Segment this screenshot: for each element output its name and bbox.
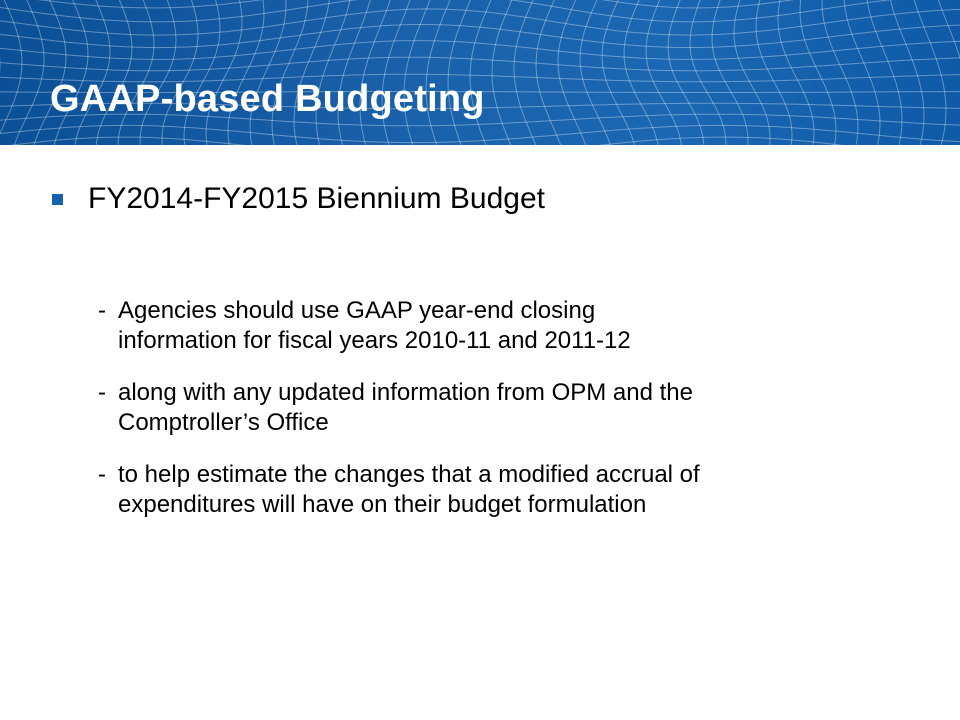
sub-bullet-item [98, 460, 918, 520]
mesh-line [52, 0, 88, 145]
sub-bullet-list [98, 296, 918, 542]
mesh-line [426, 0, 461, 145]
sub-bullet-line: Agencies should use GAAP year-end closing [118, 297, 596, 324]
mesh-line [448, 0, 482, 145]
dash-marker: - [98, 461, 106, 488]
header-banner [0, 0, 960, 145]
mesh-line [602, 0, 637, 145]
mesh-line [932, 0, 960, 145]
mesh-line [184, 0, 220, 145]
sub-bullet-text [118, 378, 918, 438]
mesh-line [382, 0, 418, 145]
mesh-line [558, 0, 591, 145]
sub-bullet-line: along with any updated information from OPM and the [118, 379, 693, 406]
mesh-line [800, 0, 836, 145]
mesh-line [0, 125, 960, 142]
sub-bullet-item [98, 296, 918, 356]
square-bullet-icon [52, 194, 63, 205]
mesh-line [778, 0, 814, 145]
mesh-line [206, 0, 242, 145]
sub-bullet-line: expenditures will have on their budget formulation [118, 491, 647, 518]
sub-bullet-text [118, 460, 918, 520]
sub-bullet-line: to help estimate the changes that a modified accrual of [118, 461, 700, 488]
mesh-line [734, 0, 770, 145]
mesh-line [514, 0, 545, 145]
mesh-line [360, 0, 396, 145]
dash-marker: - [98, 297, 106, 324]
mesh-line [74, 0, 110, 145]
mesh-line [228, 0, 264, 145]
slide-title: GAAP-based Budgeting [50, 78, 485, 120]
mesh-line [624, 0, 660, 145]
sub-bullet-line: information for fiscal years 2010-11 and 2011-12 [118, 327, 631, 354]
main-bullet [52, 182, 545, 216]
mesh-line [756, 0, 792, 145]
mesh-line [822, 0, 858, 145]
mesh-line [712, 0, 748, 145]
mesh-line [404, 0, 439, 145]
mesh-line [250, 0, 286, 145]
sub-bullet-line: Comptroller’s Office [118, 409, 329, 436]
mesh-grid-background [0, 0, 960, 145]
sub-bullet-item [98, 378, 918, 438]
dash-marker: - [98, 379, 106, 406]
sub-bullet-text [118, 296, 918, 356]
mesh-line [844, 0, 880, 145]
mesh-line [96, 0, 132, 145]
mesh-line [0, 41, 960, 60]
mesh-line [954, 0, 960, 145]
bullet-text: FY2014-FY2015 Biennium Budget [88, 182, 545, 215]
mesh-line [10, 0, 44, 145]
